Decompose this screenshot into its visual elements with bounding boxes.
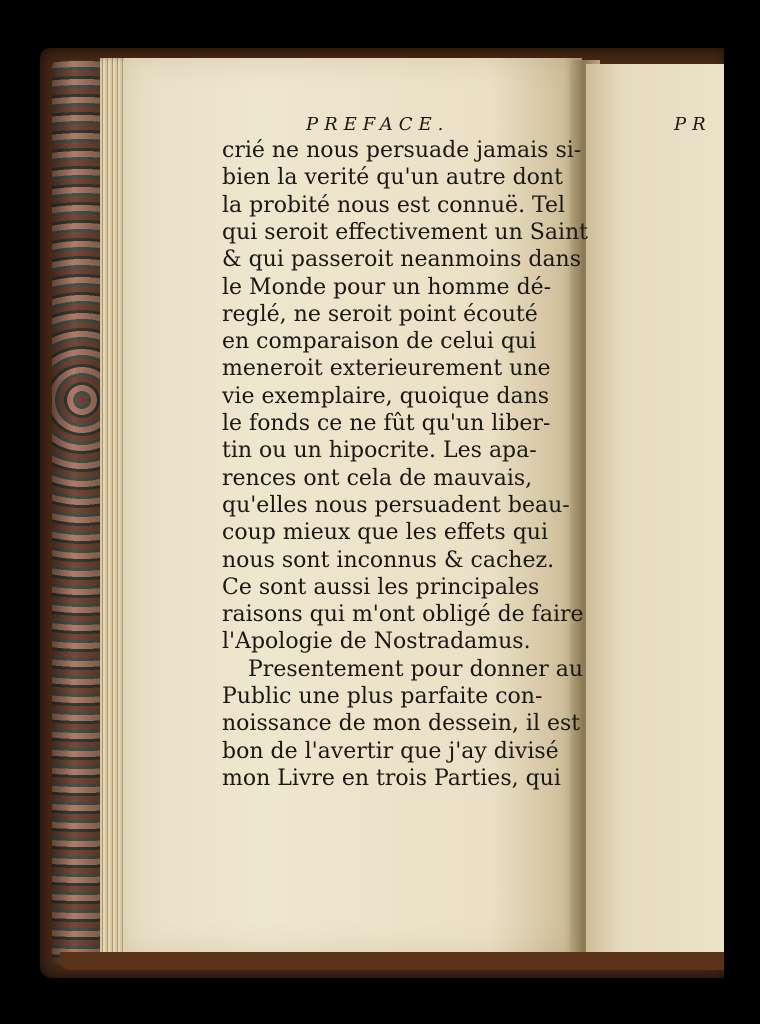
left_page-line: mon Livre en trois Parties, qui — [222, 765, 561, 791]
left_page-line: reglé, ne seroit point écouté — [222, 301, 538, 327]
left_page-line: bon de l'avertir que j'ay divisé — [222, 738, 559, 764]
left_page-line: Public une plus parfaite con- — [222, 684, 543, 709]
left_page-line: qui seroit effectivement un Saint — [222, 219, 588, 245]
left_page-line: raisons qui m'ont obligé de faire — [222, 602, 584, 628]
left_page-line: coup mieux que les effets qui — [222, 520, 548, 546]
left_page-line: Presentement pour donner au — [248, 656, 584, 682]
left_page-line: noissance de mon dessein, il est — [222, 711, 581, 737]
left_page-line: crié ne nous persuade jamais si- — [222, 138, 582, 163]
left_page-line: Ce sont aussi les principales — [222, 574, 540, 600]
left_page-line: la probité nous est connuë. Tel — [222, 192, 566, 218]
left_page-line: meneroit exterieurement une — [222, 356, 551, 382]
left_page-line: rences ont cela de mauvais, — [222, 465, 533, 491]
left_page-line: le fonds ce ne fût qu'un liber- — [222, 411, 551, 436]
book-bottom-board — [60, 952, 728, 970]
left_page-line: en comparaison de celui qui — [222, 329, 537, 355]
left_page-line: nous sont inconnus & cachez. — [222, 547, 555, 573]
left_page-line: bien la verité qu'un autre dont — [222, 165, 563, 191]
left-running-head: PREFACE. — [306, 114, 450, 135]
right-running-head: PR — [674, 114, 712, 135]
left_page-line: le Monde pour un homme dé- — [222, 274, 552, 300]
marbled-fore-edge — [52, 60, 106, 965]
left_page-line: tin ou un hipocrite. Les apa- — [222, 438, 537, 464]
left_page-line: & qui passeroit neanmoins dans — [222, 247, 582, 273]
background-edge — [724, 40, 760, 1000]
left_page-line: l'Apologie de Nostradamus. — [222, 629, 531, 655]
left_page-line: qu'elles nous persuadent beau- — [222, 492, 570, 518]
left_page-line: vie exemplaire, quoique dans — [222, 383, 550, 409]
right-page — [586, 64, 724, 954]
